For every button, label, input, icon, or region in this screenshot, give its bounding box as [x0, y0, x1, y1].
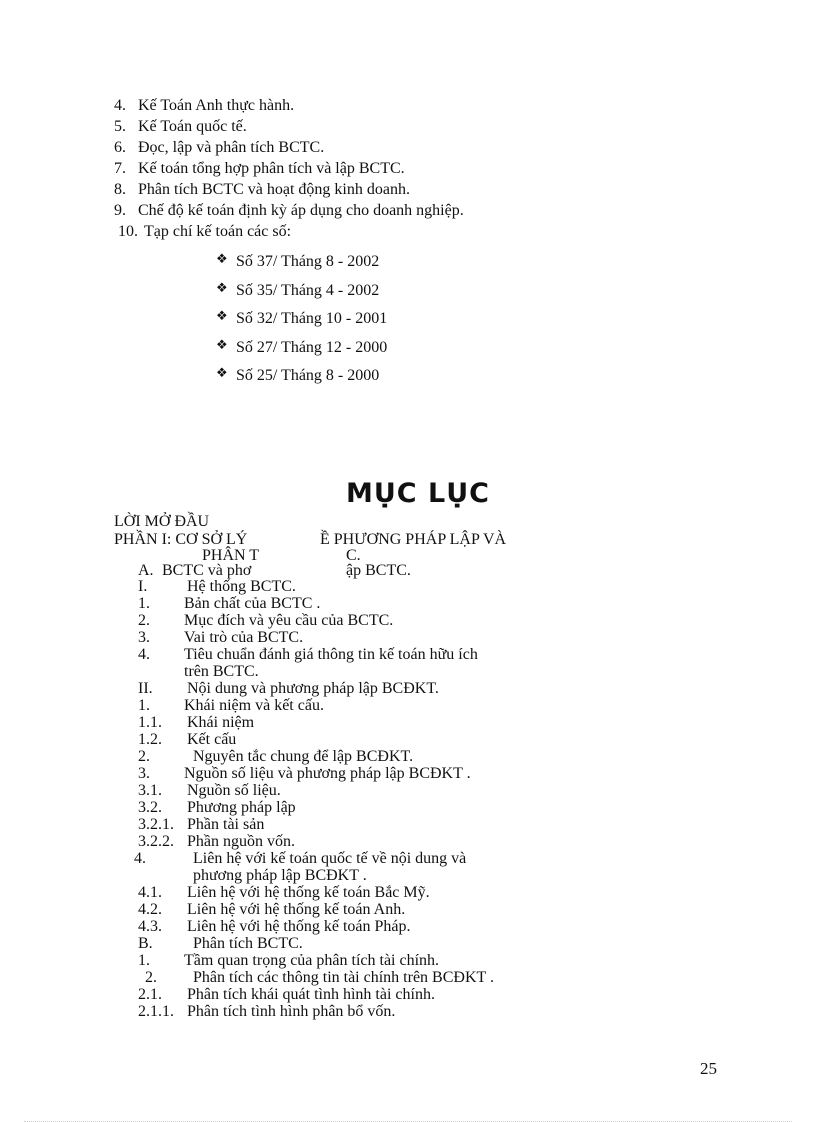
toc-entry-number: A. — [138, 562, 154, 579]
toc-entry-text: Nguyên tắc chung để lập BCĐKT. — [193, 748, 414, 765]
toc-entry — [138, 714, 254, 731]
toc-entry-number: 3.2.2. — [138, 833, 174, 850]
toc-entry-text: Bản chất của BCTC . — [184, 595, 321, 612]
toc-entry — [138, 697, 324, 714]
toc-entry-continued: ập BCTC. — [346, 562, 411, 579]
diamond-bullet-icon: ❖ — [216, 365, 228, 380]
reference-number: 10. — [118, 223, 138, 240]
toc-entry-number: 1. — [138, 595, 150, 612]
toc-entry-number: 4. — [134, 850, 146, 867]
toc-entry — [138, 901, 405, 918]
toc-entry-number: 1. — [138, 952, 150, 969]
toc-entry — [134, 850, 466, 867]
toc-entry — [138, 578, 296, 595]
toc-entry-text: Phân tích BCTC. — [193, 935, 303, 952]
toc-entry-text: Tầm quan trọng của phân tích tài chính. — [184, 952, 440, 969]
toc-entry-continuation: phương pháp lập BCĐKT . — [193, 867, 367, 884]
reference-number: 5. — [114, 118, 126, 135]
toc-entry-text: Vai trò của BCTC. — [184, 629, 304, 646]
toc-entry-number: 1. — [138, 697, 150, 714]
toc-entry-text: Phương pháp lập — [187, 799, 296, 816]
toc-entry-text: Phần tài sản — [187, 816, 265, 833]
page-number: 25 — [700, 1059, 717, 1078]
journal-issue-text: Số 25/ Tháng 8 - 2000 — [236, 367, 380, 384]
toc-part-one-heading-continued: Ề PHƯƠNG PHÁP LẬP VÀ — [320, 531, 507, 548]
toc-entry — [138, 646, 478, 663]
toc-entry — [138, 1003, 395, 1020]
diamond-bullet-icon: ❖ — [216, 336, 228, 352]
toc-entry-text: Mục đích và yêu cầu của BCTC. — [184, 612, 394, 629]
toc-part-one-heading: PHẦN I: CƠ SỞ LÝ — [114, 531, 248, 548]
toc-entry-continuation: trên BCTC. — [184, 663, 259, 680]
toc-entry-text: Phần nguồn vốn. — [187, 833, 295, 850]
toc-entry — [138, 952, 439, 969]
toc-entry-text: Phân tích các thông tin tài chính trên BCĐKT . — [193, 969, 494, 986]
journal-issue-text: Số 37/ Tháng 8 - 2002 — [236, 253, 380, 270]
reference-text: Kế Toán Anh thực hành. — [138, 97, 295, 114]
toc-title: MỤC LỤC — [346, 478, 490, 509]
toc-entry — [138, 782, 281, 799]
toc-entry-number: 4.3. — [138, 918, 162, 935]
toc-entry-number: 4. — [138, 646, 150, 663]
toc-entry-text: Nội dung và phương pháp lập BCĐKT. — [187, 680, 439, 697]
toc-entry-number: 2.1. — [138, 986, 162, 1003]
toc-entry-text: Khái niệm và kết cấu. — [184, 697, 324, 714]
toc-entry-number: I. — [138, 578, 148, 595]
reference-text: Chế độ kế toán định kỳ áp dụng cho doanh nghiệp. — [138, 202, 464, 219]
toc-entry — [138, 731, 236, 748]
toc-entry-text: Liên hệ với kế toán quốc tế về nội dung và — [193, 850, 467, 867]
toc-entry — [138, 799, 296, 816]
toc-entry — [138, 918, 411, 935]
toc-entry-number: B. — [138, 935, 153, 952]
reference-number: 9. — [114, 202, 126, 219]
toc-entry-text: Nguồn số liệu. — [187, 782, 281, 799]
toc-entry — [138, 629, 303, 646]
toc-entry-text: Liên hệ với hệ thống kế toán Anh. — [187, 901, 406, 918]
reference-number: 4. — [114, 97, 126, 114]
toc-entry-text: Hệ thống BCTC. — [187, 578, 296, 595]
reference-text: Kế Toán quốc tế. — [138, 118, 247, 135]
toc-entry — [138, 748, 413, 765]
diamond-bullet-icon: ❖ — [216, 251, 228, 266]
reference-number: 7. — [114, 160, 126, 177]
toc-intro: LỜI MỞ ĐẦU — [114, 513, 210, 530]
toc-entry-text: Phân tích khái quát tình hình tài chính. — [187, 986, 435, 1003]
toc-entry-number: 2. — [138, 748, 150, 765]
toc-entry-text: BCTC và phơ — [162, 562, 252, 579]
toc-entry-text: Liên hệ với hệ thống kế toán Pháp. — [187, 918, 411, 935]
toc-entry-number: 3. — [138, 765, 150, 782]
toc-entry-text: Liên hệ với hệ thống kế toán Bắc Mỹ. — [187, 884, 430, 901]
toc-entry-number: 2.1.1. — [138, 1003, 174, 1020]
toc-entry-number: 4.2. — [138, 901, 162, 918]
toc-entry-text: Tiêu chuẩn đánh giá thông tin kế toán hữu ích — [184, 646, 478, 663]
toc-entry-text: Kết cấu — [187, 731, 237, 748]
toc-entry — [138, 833, 295, 850]
diamond-bullet-icon: ❖ — [216, 279, 228, 295]
toc-entry — [138, 935, 303, 952]
toc-entry — [138, 765, 471, 782]
toc-entry-number: 2. — [145, 969, 157, 986]
page-bottom-divider — [24, 1121, 792, 1122]
toc-part-one-heading-line2-continued: C. — [346, 547, 361, 564]
reference-number: 6. — [114, 139, 126, 156]
toc-entry — [138, 986, 435, 1003]
toc-entry-number: 3.1. — [138, 782, 162, 799]
toc-entry-text: Khái niệm — [187, 714, 255, 731]
toc-entry — [138, 562, 251, 579]
toc-entry — [138, 612, 393, 629]
reference-text: Phân tích BCTC và hoạt động kinh doanh. — [138, 181, 410, 198]
journal-issue-text: Số 27/ Tháng 12 - 2000 — [236, 338, 388, 356]
toc-entry-number: 2. — [138, 612, 150, 629]
toc-entry-number: 3.2. — [138, 799, 162, 816]
toc-entry — [138, 680, 439, 697]
toc-entry-number: 3. — [138, 629, 150, 646]
toc-entry-number: 1.1. — [138, 714, 162, 731]
toc-entry — [138, 884, 430, 901]
toc-entry-number: 3.2.1. — [138, 816, 174, 833]
toc-entry-text: Nguồn số liệu và phương pháp lập BCĐKT . — [184, 765, 471, 782]
reference-number: 8. — [114, 181, 126, 198]
toc-entry — [145, 969, 494, 986]
reference-text: Tạp chí kế toán các số: — [144, 223, 292, 240]
diamond-bullet-icon: ❖ — [216, 308, 228, 323]
toc-entry-number: 4.1. — [138, 884, 162, 901]
journal-issue-text: Số 32/ Tháng 10 - 2001 — [236, 310, 388, 327]
journal-issue-text: Số 35/ Tháng 4 - 2002 — [236, 281, 380, 299]
toc-entry — [138, 816, 264, 833]
toc-entry — [138, 595, 320, 612]
reference-text: Kế toán tổng hợp phân tích và lập BCTC. — [138, 160, 405, 177]
reference-text: Đọc, lập và phân tích BCTC. — [138, 139, 325, 156]
toc-entry-number: 1.2. — [138, 731, 162, 748]
toc-entry-number: II. — [138, 680, 153, 697]
toc-entry-text: Phân tích tình hình phân bổ vốn. — [187, 1003, 396, 1020]
toc-part-one-heading-line2: PHÂN T — [202, 547, 260, 564]
